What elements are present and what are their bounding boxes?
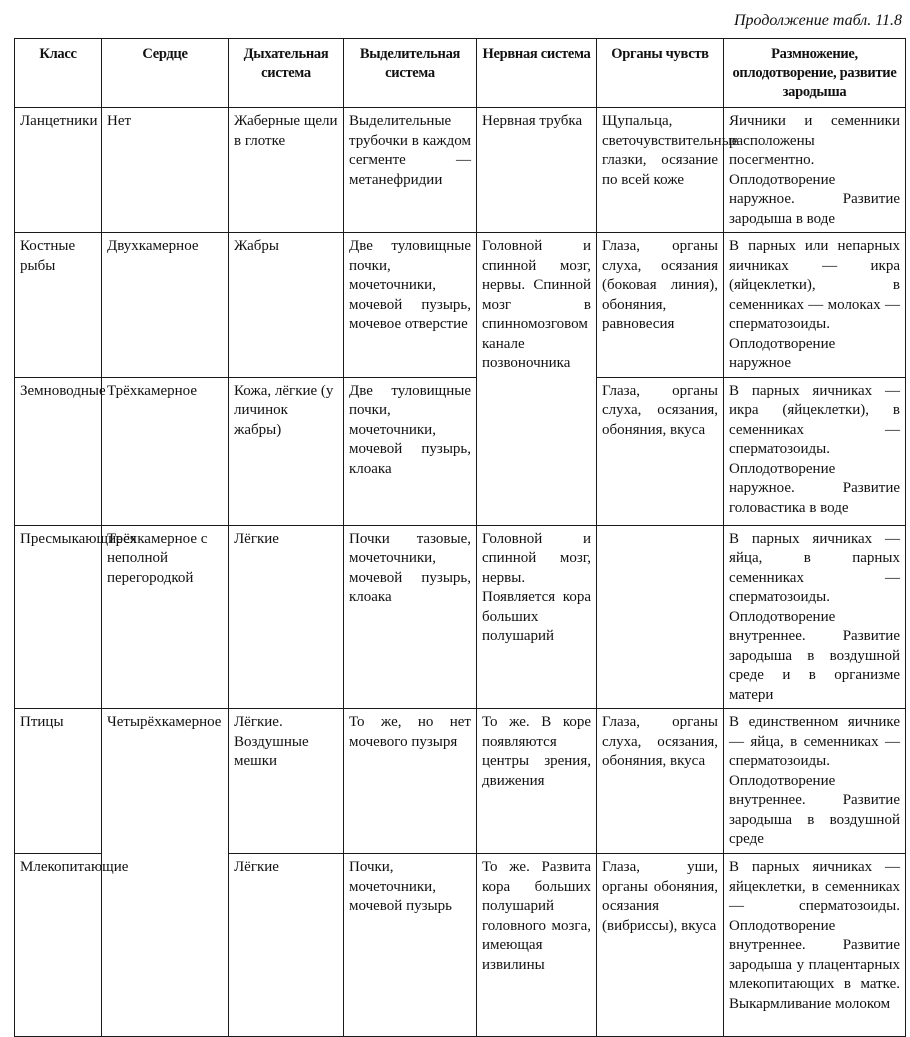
cell-heart: Двухкамерное — [102, 233, 229, 378]
header-class: Класс — [15, 39, 102, 108]
cell-reproduction: В парных яичниках — яйца, в парных семенниках — сперматозоиды. Оплодотворение внутреннее. Развитие зародыша в воздушной среде и в организме матери — [724, 525, 906, 709]
cell-class: Млекопитающие — [15, 854, 102, 1037]
cell-excretory: Выделительные трубочки в каждом сегменте — метанефридии — [344, 108, 477, 233]
header-respiratory: Дыхательная система — [229, 39, 344, 108]
cell-excretory: Почки, мочеточники, мочевой пузырь — [344, 854, 477, 1037]
cell-heart: Трёхкамерное с неполной перегородкой — [102, 525, 229, 709]
cell-heart: Трёхкамерное — [102, 377, 229, 525]
cell-nervous: Головной и спинной мозг, нервы. Спинной мозг в спинномозговом канале позвоночника — [477, 233, 597, 526]
cell-respiratory: Лёгкие — [229, 854, 344, 1037]
cell-class: Земноводные — [15, 377, 102, 525]
cell-senses: Глаза, уши, органы обоняния, осязания (вибриссы), вкуса — [597, 854, 724, 1037]
cell-reproduction: В парных яичниках — икра (яйцеклетки), в семенниках — сперматозоиды. Оплодотворение наружное. Развитие головастика в воде — [724, 377, 906, 525]
table-row — [15, 377, 906, 525]
table-row — [15, 525, 906, 709]
cell-respiratory: Жаберные щели в глотке — [229, 108, 344, 233]
table-row — [15, 108, 906, 233]
header-row — [15, 39, 906, 108]
table-caption: Продолжение табл. 11.8 — [733, 12, 902, 29]
cell-class: Костные рыбы — [15, 233, 102, 378]
cell-excretory: То же, но нет мочевого пузыря — [344, 709, 477, 854]
cell-reproduction: В парных яичниках — яйцеклетки, в семенниках — сперматозоиды. Оплодотворение внутреннее. Развитие зародыша у плацентарных млекопитающих в матке. Выкармливание молоком — [724, 854, 906, 1037]
cell-nervous: То же. Развита кора больших полушарий головного мозга, имеющая извилины — [477, 854, 597, 1037]
cell-excretory: Две туловищные почки, мочеточники, мочевой пузырь, клоака — [344, 377, 477, 525]
cell-excretory: Две туловищные почки, мочеточники, мочевой пузырь, мочевое отверстие — [344, 233, 477, 378]
cell-heart: Четырёхкамерное — [102, 709, 229, 1037]
header-excretory: Выделительная система — [344, 39, 477, 108]
cell-senses: Глаза, органы слуха, осязания (боковая линия), обоняния, равновесия — [597, 233, 724, 378]
cell-respiratory: Жабры — [229, 233, 344, 378]
cell-class: Пресмыкающиеся — [15, 525, 102, 709]
cell-respiratory: Лёгкие. Воздушные мешки — [229, 709, 344, 854]
cell-senses: Глаза, органы слуха, осязания, обоняния, вкуса — [597, 709, 724, 854]
cell-reproduction: Яичники и семенники расположены посегментно. Оплодотворение наружное. Развитие зародыша в воде — [724, 108, 906, 233]
cell-respiratory: Лёгкие — [229, 525, 344, 709]
cell-senses — [597, 525, 724, 709]
cell-respiratory: Кожа, лёгкие (у личинок жабры) — [229, 377, 344, 525]
table-row — [15, 709, 906, 854]
cell-nervous: Нервная трубка — [477, 108, 597, 233]
header-heart: Сердце — [102, 39, 229, 108]
cell-senses: Глаза, органы слуха, осязания, обоняния, вкуса — [597, 377, 724, 525]
cell-reproduction: В парных или непарных яичниках — икра (яйцеклетки), в семенниках — молоках — сперматозоиды. Оплодотворение наружное — [724, 233, 906, 378]
cell-class: Птицы — [15, 709, 102, 854]
table-row — [15, 233, 906, 378]
cell-class: Ланцетники — [15, 108, 102, 233]
header-nervous: Нервная система — [477, 39, 597, 108]
cell-senses: Щупальца, светочувствительные глазки, осязание по всей коже — [597, 108, 724, 233]
comparison-table — [14, 38, 906, 1037]
header-reproduction: Размножение, оплодотворение, развитие зародыша — [724, 39, 906, 108]
cell-heart: Нет — [102, 108, 229, 233]
cell-excretory: Почки тазовые, мочеточники, мочевой пузырь, клоака — [344, 525, 477, 709]
cell-reproduction: В единственном яичнике — яйца, в семенниках — сперматозоиды. Оплодотворение внутреннее. Развитие зародыша в воздушной среде — [724, 709, 906, 854]
header-senses: Органы чувств — [597, 39, 724, 108]
cell-nervous: То же. В коре появляются центры зрения, движения — [477, 709, 597, 854]
cell-nervous: Головной и спинной мозг, нервы. Появляется кора больших полушарий — [477, 525, 597, 709]
